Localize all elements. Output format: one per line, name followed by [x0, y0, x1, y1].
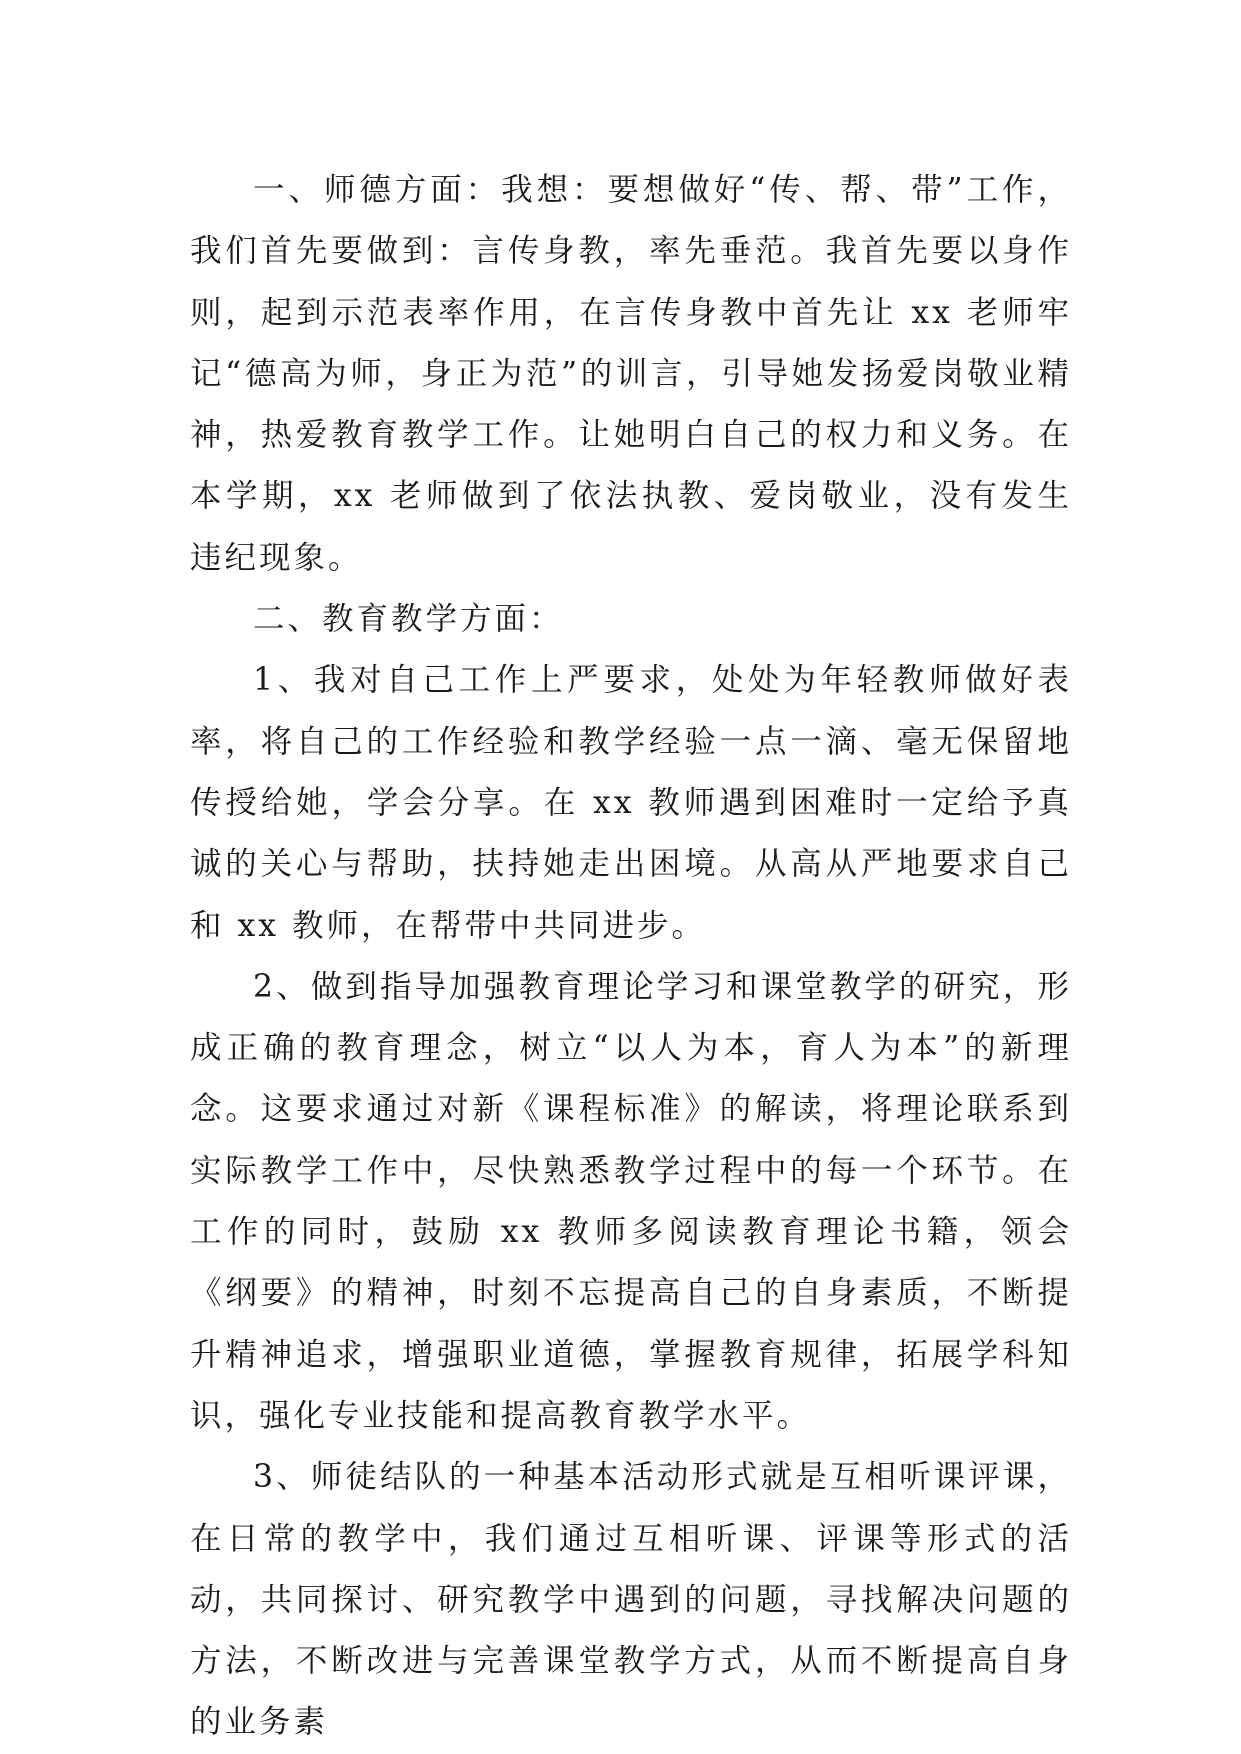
heading-teaching-aspect: 二、教育教学方面：	[253, 601, 564, 638]
paragraph-teacher-ethics: 一、师德方面：我想：要想做好“传、帮、带”工作，我们首先要做到：言传身教，率先垂范。我首先要以身作则，起到示范表率作用，在言传身教中首先让 xx 老师牢记“德高为师，身正为范”的训言，引导她发扬爱岗敬业精神，热爱教育教学工作。让她明白自己的权力和义务。在本学期，xx 老师做到了依法执教、爱岗敬业，没有发生违纪现象。	[190, 172, 1072, 576]
paragraph-point-2: 2、做到指导加强教育理论学习和课堂教学的研究，形成正确的教育理念，树立“以人为本，育人为本”的新理念。这要求通过对新《课程标准》的解读，将理论联系到实际教学工作中，尽快熟悉教学过程中的每一个环节。在工作的同时，鼓励 xx 教师多阅读教育理论书籍，领会《纲要》的精神，时刻不忘提高自己的自身素质，不断提升精神追求，增强职业道德，掌握教育规律，拓展学科知识，强化专业技能和提高教育教学水平。	[190, 968, 1072, 1434]
paragraph-point-1: 1、我对自己工作上严要求，处处为年轻教师做好表率，将自己的工作经验和教学经验一点一滴、毫无保留地传授给她，学会分享。在 xx 教师遇到困难时一定给予真诚的关心与帮助，扶持她走出困境。从高从严地要求自己和 xx 教师，在帮带中共同进步。	[190, 662, 1072, 944]
document-body	[190, 160, 1072, 1754]
paragraph-point-3: 3、师徒结队的一种基本活动形式就是互相听课评课，在日常的教学中，我们通过互相听课、评课等形式的活动，共同探讨、研究教学中遇到的问题，寻找解决问题的方法，不断改进与完善课堂教学方式，从而不断提高自身的业务素	[190, 1459, 1072, 1741]
